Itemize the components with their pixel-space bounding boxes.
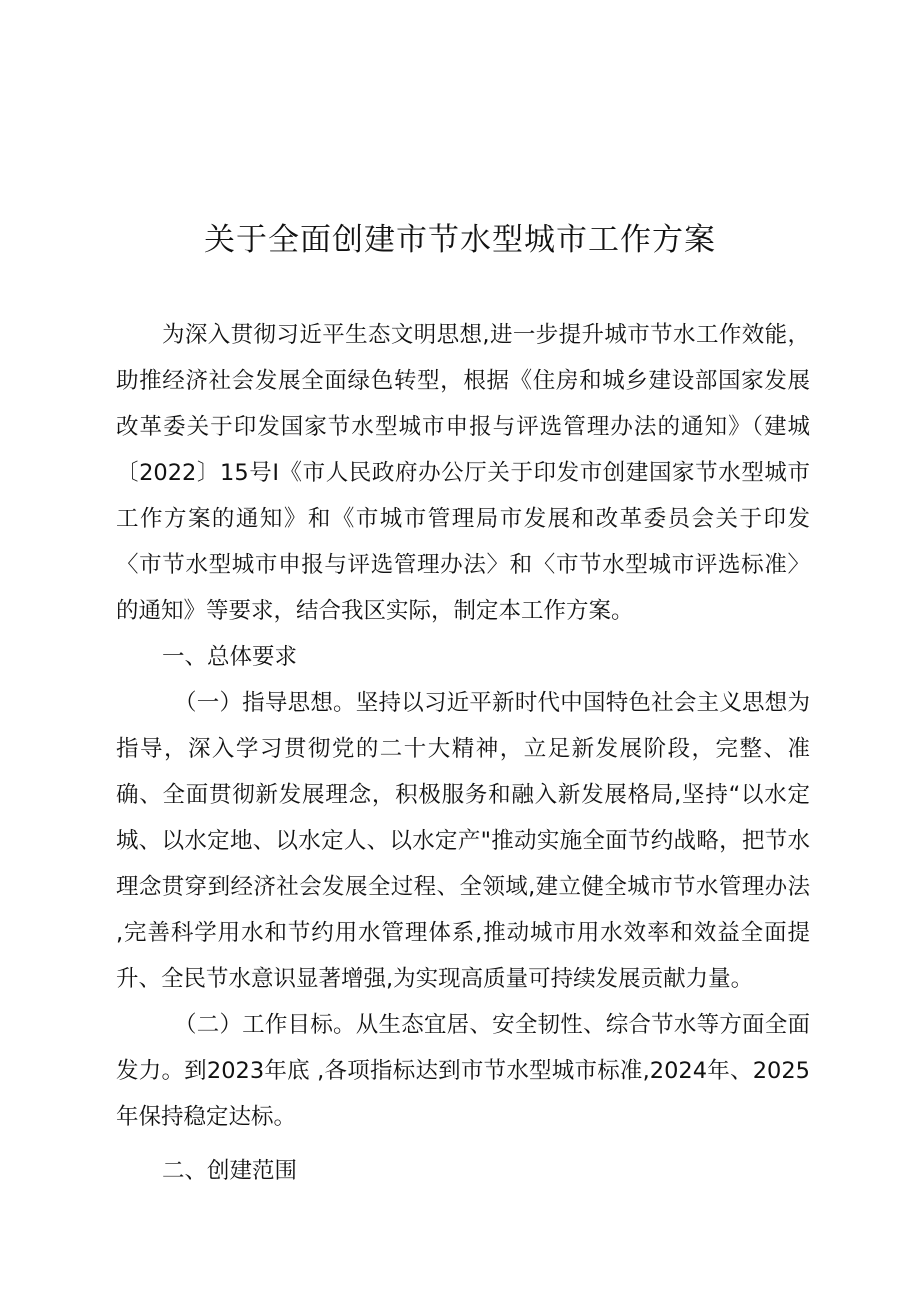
paragraph-spacer	[116, 1140, 810, 1148]
work-goals-paragraph: （二）工作目标。从生态宜居、安全韧性、综合节水等方面全面发力。到2023年底 ,各项指标达到市节水型城市标准,2024年、2025年保持稳定达标。	[116, 1012, 810, 1130]
intro-paragraph: 为深入贯彻习近平生态文明思想,进一步提升城市节水工作效能，助推经济社会发展全面绿色转型，根据《住房和城乡建设部国家发展改革委关于印发国家节水型城市申报与评选管理办法的通知》（建城〔2022〕15号I《市人民政府办公厅关于印发市创建国家节水型城市工作方案的通知》和《市城市管理局市发展和改革委员会关于印发〈市节水型城市申报与评选管理办法〉和〈市节水型城市评选标准〉的通知》等要求，结合我区实际，制定本工作方案。	[116, 322, 810, 624]
guiding-ideology-paragraph: （一）指导思想。坚持以习近平新时代中国特色社会主义思想为指导，深入学习贯彻党的二十大精神，立足新发展阶段，完整、准确、全面贯彻新发展理念，积极服务和融入新发展格局,坚持“以水定城、以水定地、以水定人、以水定产"推动实施全面节约战略，把节水理念贯穿到经济社会发展全过程、全领域,建立健全城市节水管理办法 ,完善科学用水和节约用水管理体系,推动城市用水效率和效益全面提升、全民节水意识显著增强,为实现高质量可持续发展贡献力量。	[116, 690, 810, 992]
document-title: 关于全面创建市节水型城市工作方案	[204, 222, 716, 258]
section-heading-general-requirements: 一、总体要求	[162, 644, 298, 670]
document-body	[116, 312, 810, 1194]
section-heading-scope: 二、创建范围	[162, 1158, 298, 1184]
